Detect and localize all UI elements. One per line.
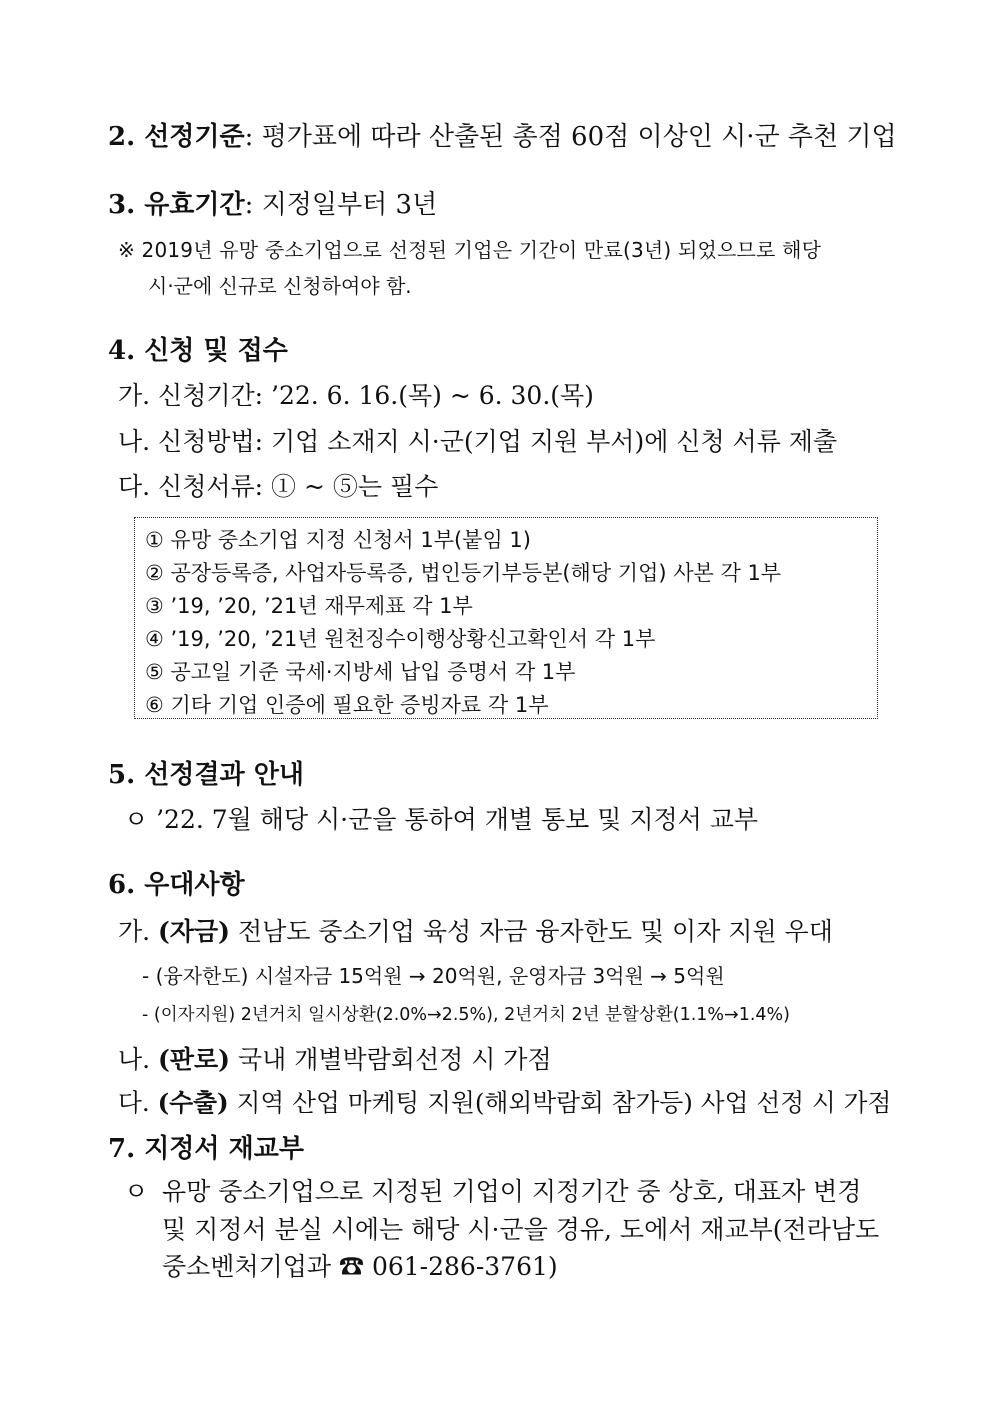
- section-7-bullet: ㅇ: [124, 1177, 149, 1206]
- section-3-note-line-1: ※ 2019년 유망 중소기업으로 선정된 기업은 기간이 만료(3년) 되었으므로 해당: [118, 238, 822, 262]
- section-5-heading: [108, 754, 304, 791]
- section-6-item-b-prefix: 나.: [118, 1045, 159, 1074]
- document-item-1: ① 유망 중소기업 지정 신청서 1부(붙임 1): [145, 528, 531, 552]
- section-2-title: 2. 선정기준: [108, 122, 245, 152]
- section-2-heading: [108, 116, 897, 153]
- section-6-item-a: [118, 912, 833, 948]
- document-item-5: ⑤ 공고일 기준 국세·지방세 납입 증명서 각 1부: [145, 660, 576, 684]
- section-4-title: 4. 신청 및 접수: [108, 336, 288, 366]
- section-2-text: : 평가표에 따라 산출된 총점 60점 이상인 시·군 추천 기업: [244, 122, 897, 152]
- document-item-6: ⑥ 기타 기업 인증에 필요한 증빙자료 각 1부: [145, 693, 549, 717]
- section-6-item-b: [118, 1040, 552, 1076]
- section-3-heading: [108, 184, 437, 221]
- section-6-sub-item-2: - (이자지원) 2년거치 일시상환(2.0%→2.5%), 2년거치 2년 분할상환(1.1%→1.4%): [142, 1005, 790, 1025]
- section-6-item-a-text: 전남도 중소기업 육성 자금 융자한도 및 이자 지원 우대: [230, 917, 833, 946]
- document-item-3: ③ ’19, ’20, ’21년 재무제표 각 1부: [145, 594, 473, 618]
- section-6-title: 6. 우대사항: [108, 870, 245, 900]
- section-7-line-2: 및 지정서 분실 시에는 해당 시·군을 경유, 도에서 재교부(전라남도: [162, 1215, 880, 1244]
- section-6-item-c-label: (수출): [157, 1088, 229, 1117]
- section-6-item-c-text: 지역 산업 마케팅 지원(해외박람회 참가등) 사업 선정 시 가점: [228, 1088, 892, 1117]
- document-item-4: ④ ’19, ’20, ’21년 원천징수이행상황신고확인서 각 1부: [145, 627, 656, 651]
- section-6-item-b-text: 국내 개별박람회선정 시 가점: [230, 1045, 552, 1074]
- section-6-item-c-prefix: 다.: [118, 1088, 158, 1117]
- section-7-line-1: 유망 중소기업으로 지정된 기업이 지정기간 중 상호, 대표자 변경: [162, 1177, 862, 1206]
- section-6-item-b-label: (판로): [158, 1045, 231, 1074]
- section-6-item-c: [118, 1084, 891, 1119]
- section-4-heading: [108, 330, 288, 367]
- document-item-2: ② 공장등록증, 사업자등록증, 법인등기부등본(해당 기업) 사본 각 1부: [145, 561, 782, 585]
- section-6-item-a-prefix: 가.: [118, 917, 159, 946]
- section-4-item-c: 다. 신청서류: ① ~ ⑤는 필수: [118, 472, 439, 501]
- section-3-text: : 지정일부터 3년: [244, 190, 438, 220]
- section-4-item-a: 가. 신청기간: ’22. 6. 16.(목) ~ 6. 30.(목): [118, 381, 594, 410]
- section-5-title: 5. 선정결과 안내: [108, 760, 304, 790]
- section-6-heading: [108, 864, 245, 901]
- section-3-title: 3. 유효기간: [108, 190, 245, 220]
- section-6-sub-item-1: - (융자한도) 시설자금 15억원 → 20억원, 운영자금 3억원 → 5억원: [142, 964, 725, 988]
- section-6-item-a-label: (자금): [158, 917, 231, 946]
- section-3-note-line-2: 시·군에 신규로 신청하여야 함.: [148, 274, 412, 298]
- section-7-heading: [108, 1128, 304, 1165]
- section-7-line-3: 중소벤처기업과 ☎ 061-286-3761): [162, 1252, 558, 1281]
- section-4-item-b: 나. 신청방법: 기업 소재지 시·군(기업 지원 부서)에 신청 서류 제출: [118, 427, 838, 456]
- section-7-title: 7. 지정서 재교부: [108, 1134, 304, 1164]
- section-5-text: ㅇ ’22. 7월 해당 시·군을 통하여 개별 통보 및 지정서 교부: [124, 805, 759, 834]
- required-documents-box: [134, 517, 878, 719]
